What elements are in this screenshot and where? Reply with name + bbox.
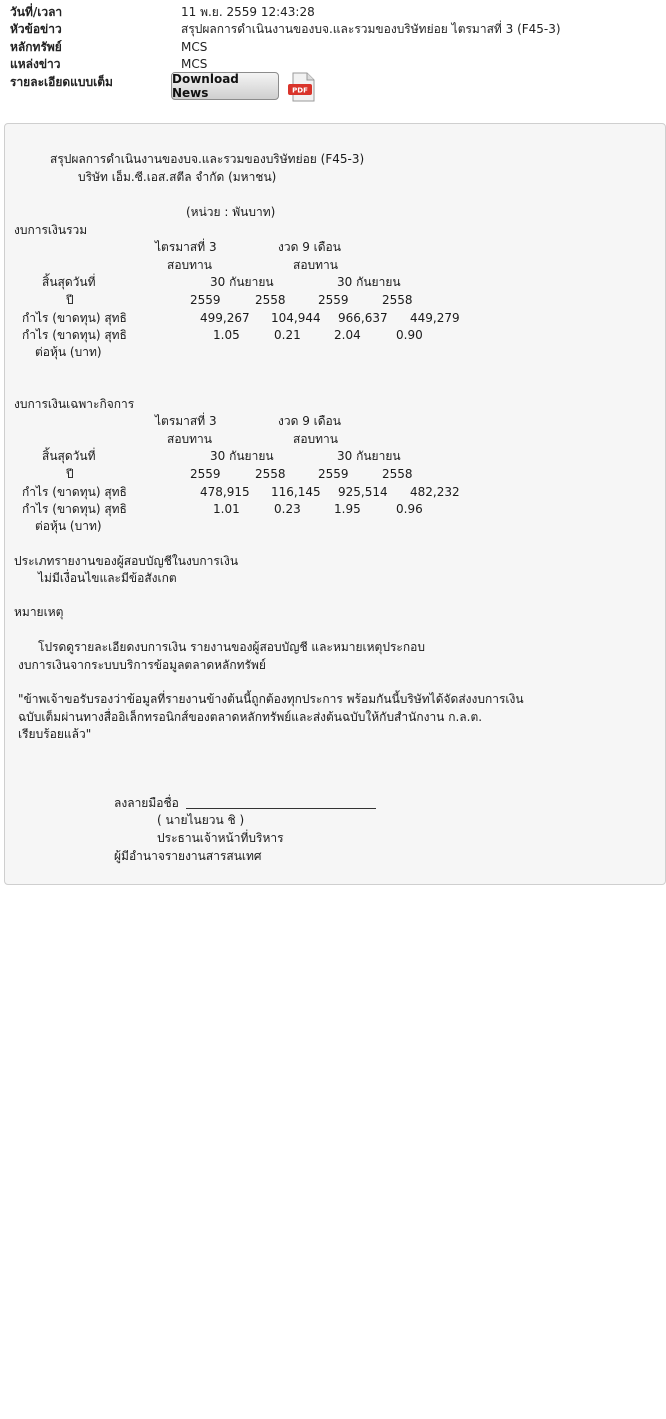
consolidated-nine-label: งวด 9 เดือน xyxy=(278,240,341,254)
source-label: แหล่งข่าว xyxy=(10,57,61,72)
unit-note: (หน่วย : พันบาท) xyxy=(186,205,276,219)
separate-profit-value: 116,145 xyxy=(271,485,321,499)
datetime-label: วันที่/เวลา xyxy=(10,5,63,19)
separate-eps-value: 0.96 xyxy=(396,502,423,516)
signer-title: ประธานเจ้าหน้าที่บริหาร xyxy=(157,831,284,845)
auditor-type-label: ประเภทรายงานของผู้สอบบัญชีในงบการเงิน xyxy=(14,554,239,568)
consolidated-heading: งบการเงินรวม xyxy=(14,223,88,237)
consolidated-date-q: 30 กันยายน xyxy=(210,275,274,289)
separate-q-label: ไตรมาสที่ 3 xyxy=(155,414,217,428)
news-header xyxy=(10,4,660,91)
remarks-label: หมายเหตุ xyxy=(14,605,64,619)
separate-date-nine: 30 กันยายน xyxy=(337,449,401,463)
separate-per-share: ต่อหุ้น (บาท) xyxy=(35,519,102,533)
separate-profit-value: 482,232 xyxy=(410,485,460,499)
certification-line: ฉบับเต็มผ่านทางสื่ออิเล็กทรอนิกส์ของตลาดหลักทรัพย์และส่งต้นฉบับให้กับสำนักงาน ก.ล.ต. xyxy=(18,710,483,724)
separate-nine-reviewed: สอบทาน xyxy=(293,432,338,446)
consolidated-q-label: ไตรมาสที่ 3 xyxy=(155,240,217,254)
consolidated-date-nine: 30 กันยายน xyxy=(337,275,401,289)
separate-year-label: ปี xyxy=(66,467,74,481)
certification-line: เรียบร้อยแล้ว" xyxy=(18,727,92,741)
consolidated-eps-value: 0.90 xyxy=(396,328,423,342)
authorized-person-label: ผู้มีอำนาจรายงานสารสนเทศ xyxy=(114,849,262,863)
consolidated-per-share: ต่อหุ้น (บาท) xyxy=(35,345,102,359)
consolidated-profit-value: 449,279 xyxy=(410,311,460,325)
header-row-headline xyxy=(10,21,660,38)
separate-year: 2559 xyxy=(190,467,221,481)
separate-eps-value: 0.23 xyxy=(274,502,301,516)
separate-nine-label: งวด 9 เดือน xyxy=(278,414,341,428)
consolidated-year: 2559 xyxy=(318,293,349,307)
pdf-badge-text: PDF xyxy=(292,86,308,95)
pdf-icon[interactable] xyxy=(287,72,317,102)
consolidated-eps-value: 1.05 xyxy=(213,328,240,342)
sign-label: ลงลายมือชื่อ xyxy=(114,796,179,810)
download-news-button[interactable]: Download News xyxy=(171,72,279,100)
separate-year: 2559 xyxy=(318,467,349,481)
datetime-value: 11 พ.ย. 2559 12:43:28 xyxy=(181,5,315,19)
auditor-type-value: ไม่มีเงื่อนไขและมีข้อสังเกต xyxy=(38,571,177,585)
remarks-line: โปรดดูรายละเอียดงบการเงิน รายงานของผู้สอบบัญชี และหมายเหตุประกอบ xyxy=(38,640,425,654)
consolidated-period-end-label: สิ้นสุดวันที่ xyxy=(42,275,96,289)
certification-line: "ข้าพเจ้าขอรับรองว่าข้อมูลที่รายงานข้างต้นนี้ถูกต้องทุกประการ พร้อมกันนี้บริษัทได้จัดส่งงบการเงิน xyxy=(18,692,524,706)
headline-label: หัวข้อข่าว xyxy=(10,22,62,37)
consolidated-eps-value: 2.04 xyxy=(334,328,361,342)
separate-date-q: 30 กันยายน xyxy=(210,449,274,463)
consolidated-eps-value: 0.21 xyxy=(274,328,301,342)
separate-profit-value: 925,514 xyxy=(338,485,388,499)
separate-heading: งบการเงินเฉพาะกิจการ xyxy=(14,397,135,411)
company-name: บริษัท เอ็ม.ซี.เอส.สตีล จำกัด (มหาชน) xyxy=(78,170,277,184)
consolidated-profit-label: กำไร (ขาดทุน) สุทธิ xyxy=(22,311,127,325)
consolidated-profit-value: 104,944 xyxy=(271,311,321,325)
separate-eps-value: 1.95 xyxy=(334,502,361,516)
consolidated-eps-label: กำไร (ขาดทุน) สุทธิ xyxy=(22,328,127,342)
consolidated-profit-value: 499,267 xyxy=(200,311,250,325)
consolidated-profit-value: 966,637 xyxy=(338,311,388,325)
consolidated-nine-reviewed: สอบทาน xyxy=(293,258,338,272)
separate-year: 2558 xyxy=(382,467,413,481)
full-detail-label: รายละเอียดแบบเต็ม xyxy=(10,74,113,89)
consolidated-year-label: ปี xyxy=(66,293,74,307)
news-document xyxy=(5,124,524,1419)
news-detail-panel xyxy=(4,123,666,885)
headline-value: สรุปผลการดำเนินงานของบจ.และรวมของบริษัทย่อย ไตรมาสที่ 3 (F45-3) xyxy=(181,22,561,37)
separate-profit-value: 478,915 xyxy=(200,485,250,499)
consolidated-q-reviewed: สอบทาน xyxy=(167,258,212,272)
header-row-source xyxy=(10,56,660,73)
remarks-line: งบการเงินจากระบบบริการข้อมูลตลาดหลักทรัพย์ xyxy=(18,658,266,672)
signer-name: ( นายไนยวน ชิ ) xyxy=(157,813,245,827)
separate-year: 2558 xyxy=(255,467,286,481)
separate-profit-label: กำไร (ขาดทุน) สุทธิ xyxy=(22,485,127,499)
separate-eps-value: 1.01 xyxy=(213,502,240,516)
doc-title: สรุปผลการดำเนินงานของบจ.และรวมของบริษัทย่อย (F45-3) xyxy=(50,152,365,166)
source-value: MCS xyxy=(181,57,208,72)
consolidated-year: 2559 xyxy=(190,293,221,307)
separate-eps-label: กำไร (ขาดทุน) สุทธิ xyxy=(22,502,127,516)
separate-period-end-label: สิ้นสุดวันที่ xyxy=(42,449,96,463)
consolidated-year: 2558 xyxy=(382,293,413,307)
signature-line xyxy=(186,808,376,809)
separate-q-reviewed: สอบทาน xyxy=(167,432,212,446)
consolidated-year: 2558 xyxy=(255,293,286,307)
header-row-security xyxy=(10,39,660,56)
security-value: MCS xyxy=(181,39,208,54)
security-label: หลักทรัพย์ xyxy=(10,39,62,54)
header-row-datetime xyxy=(10,4,660,21)
header-row-full-detail xyxy=(10,74,660,91)
